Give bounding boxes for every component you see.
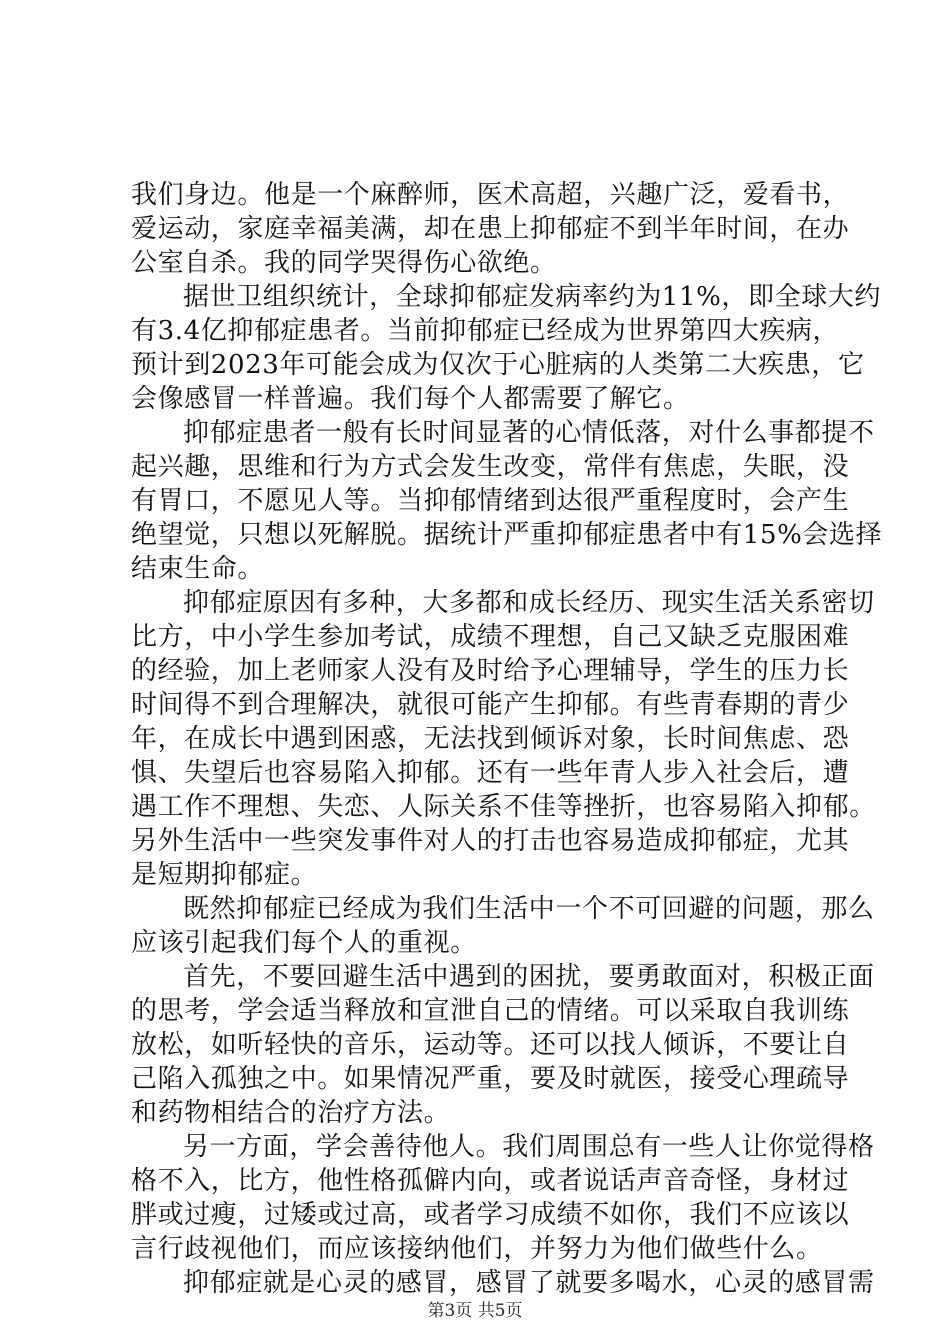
text-line: 是短期抑郁症。 [131, 860, 318, 890]
text-line: 比方，中小学生参加考试，成绩不理想，自己又缺乏克服困难 [131, 622, 850, 652]
text-line: 另外生活中一些突发事件对人的打击也容易造成抑郁症，尤其 [131, 826, 850, 856]
text-line: 和药物相结合的治疗方法。 [131, 1098, 451, 1128]
text-line: 抑郁症就是心灵的感冒，感冒了就要多喝水，心灵的感冒需 [183, 1268, 875, 1298]
text-line: 己陷入孤独之中。如果情况严重，要及时就医，接受心理疏导 [131, 1064, 850, 1094]
text-line: 会像感冒一样普遍。我们每个人都需要了解它。 [131, 384, 690, 414]
page-number-footer: 第3页 共5页 [427, 1301, 523, 1321]
text-line: 有3.4亿抑郁症患者。当前抑郁症已经成为世界第四大疾病， [131, 316, 840, 346]
text-line: 应该引起我们每个人的重视。 [131, 928, 477, 958]
text-line: 放松，如听轻快的音乐，运动等。还可以找人倾诉，不要让自 [131, 1030, 850, 1060]
text-line: 结束生命。 [131, 554, 265, 584]
text-line: 言行歧视他们，而应该接纳他们，并努力为他们做些什么。 [131, 1234, 823, 1264]
text-line: 年，在成长中遇到困惑，无法找到倾诉对象，长时间焦虑、恐 [131, 724, 850, 754]
text-line: 首先，不要回避生活中遇到的困扰，要勇敢面对，积极正面 [183, 962, 875, 992]
text-line: 的经验，加上老师家人没有及时给予心理辅导，学生的压力长 [131, 656, 850, 686]
text-line: 预计到2023年可能会成为仅次于心脏病的人类第二大疾患，它 [131, 350, 865, 380]
text-line: 抑郁症患者一般有长时间显著的心情低落，对什么事都提不 [183, 418, 875, 448]
text-line: 的思考，学会适当释放和宣泄自己的情绪。可以采取自我训练 [131, 996, 850, 1026]
text-line: 爱运动，家庭幸福美满，却在患上抑郁症不到半年时间，在办 [131, 214, 850, 244]
text-line: 时间得不到合理解决，就很可能产生抑郁。有些青春期的青少 [131, 690, 850, 720]
text-line: 我们身边。他是一个麻醉师，医术高超，兴趣广泛，爱看书， [131, 180, 850, 210]
text-line: 公室自杀。我的同学哭得伤心欲绝。 [131, 248, 557, 278]
text-line: 惧、失望后也容易陷入抑郁。还有一些年青人步入社会后，遭 [131, 758, 850, 788]
text-line: 据世卫组织统计，全球抑郁症发病率约为11%，即全球大约 [183, 282, 881, 312]
text-line: 起兴趣，思维和行为方式会发生改变，常伴有焦虑，失眠，没 [131, 452, 850, 482]
text-line: 抑郁症原因有多种，大多都和成长经历、现实生活关系密切 [183, 588, 875, 618]
text-line: 有胃口，不愿见人等。当抑郁情绪到达很严重程度时，会产生 [131, 486, 850, 516]
text-line: 另一方面，学会善待他人。我们周围总有一些人让你觉得格 [183, 1132, 875, 1162]
text-line: 既然抑郁症已经成为我们生活中一个不可回避的问题，那么 [183, 894, 875, 924]
text-line: 格不入，比方，他性格孤僻内向，或者说话声音奇怪，身材过 [131, 1166, 850, 1196]
text-line: 绝望觉，只想以死解脱。据统计严重抑郁症患者中有15%会选择 [131, 520, 883, 550]
text-line: 遇工作不理想、失恋、人际关系不佳等挫折，也容易陷入抑郁。 [131, 792, 876, 822]
text-line: 胖或过瘦，过矮或过高，或者学习成绩不如你，我们不应该以 [131, 1200, 850, 1230]
